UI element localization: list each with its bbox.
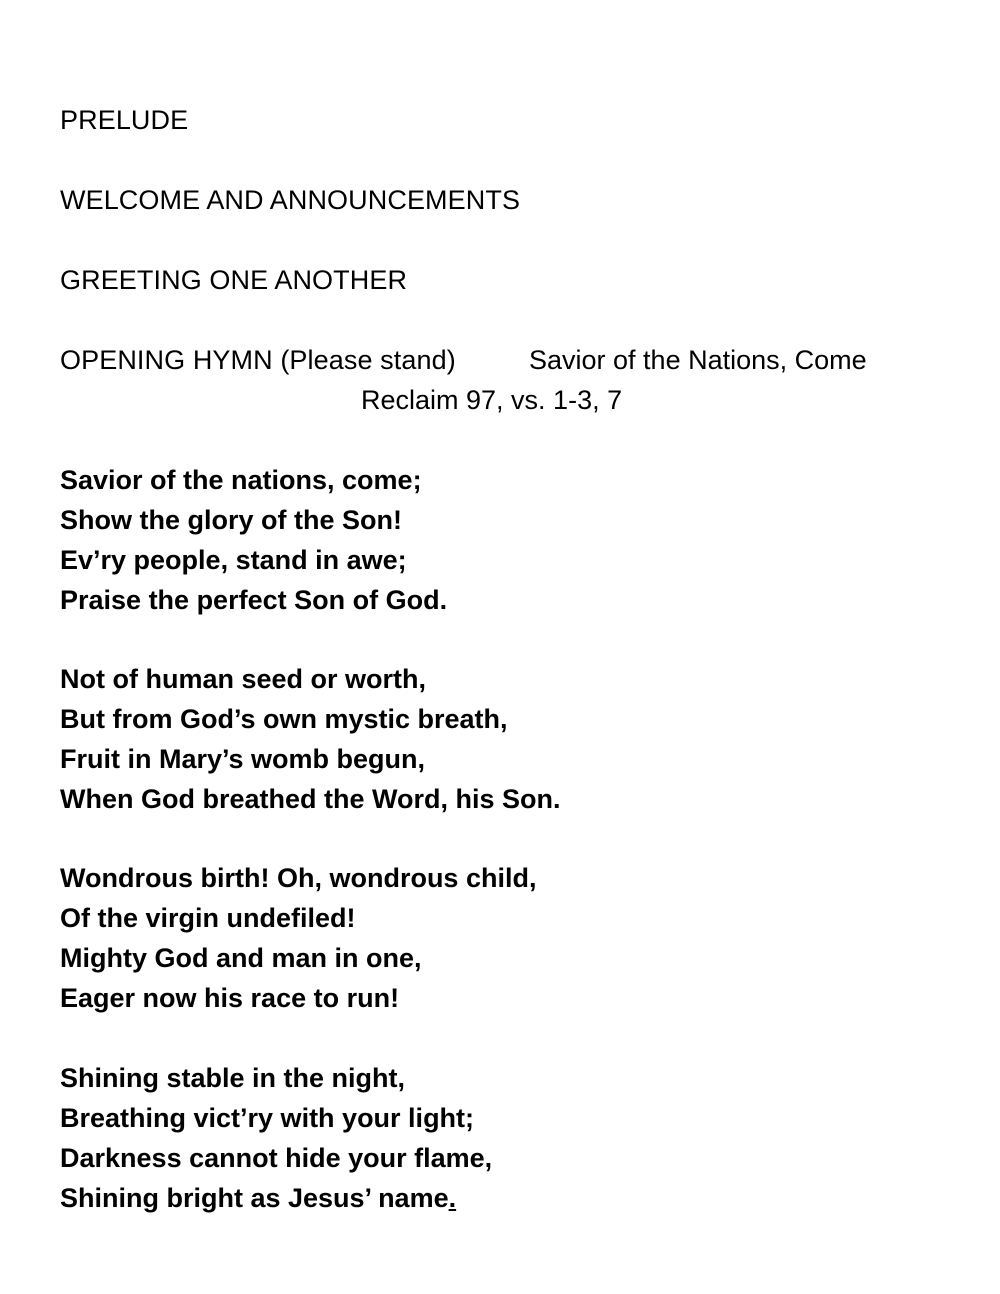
verse-line: Darkness cannot hide your flame, (60, 1143, 493, 1173)
verse-line: Fruit in Mary’s womb begun, (60, 744, 426, 774)
opening-hymn-heading: OPENING HYMN (Please stand) (60, 345, 456, 375)
verse-line: Wondrous birth! Oh, wondrous child, (60, 863, 537, 893)
verse-line: Breathing vict’ry with your light; (60, 1103, 475, 1133)
verse-line: When God breathed the Word, his Son. (60, 784, 561, 814)
verse-line-text: Shining bright as Jesus’ name (60, 1183, 449, 1213)
underlined-period: . (448, 1183, 457, 1213)
verse-line: Praise the perfect Son of God. (60, 585, 448, 615)
greeting-heading: GREETING ONE ANOTHER (60, 265, 408, 295)
verse-line: Mighty God and man in one, (60, 943, 422, 973)
verse-line-last (60, 1178, 492, 1218)
prelude-heading: PRELUDE (60, 105, 189, 135)
verse-line: Shining stable in the night, (60, 1063, 405, 1093)
verse-line: Show the glory of the Son! (60, 505, 402, 535)
verse-4 (60, 1058, 492, 1218)
hymn-reference: Reclaim 97, vs. 1-3, 7 (361, 385, 623, 415)
welcome-heading: WELCOME AND ANNOUNCEMENTS (60, 185, 521, 215)
verse-3 (60, 858, 536, 1018)
verse-2 (60, 659, 561, 819)
verse-1 (60, 460, 447, 620)
verse-line: Not of human seed or worth, (60, 664, 427, 694)
hymn-title: Savior of the Nations, Come (529, 345, 867, 375)
verse-line: Ev’ry people, stand in awe; (60, 545, 407, 575)
verse-line: Of the virgin undefiled! (60, 903, 356, 933)
verse-line: Savior of the nations, come; (60, 465, 422, 495)
verse-line: But from God’s own mystic breath, (60, 704, 508, 734)
verse-line: Eager now his race to run! (60, 983, 400, 1013)
